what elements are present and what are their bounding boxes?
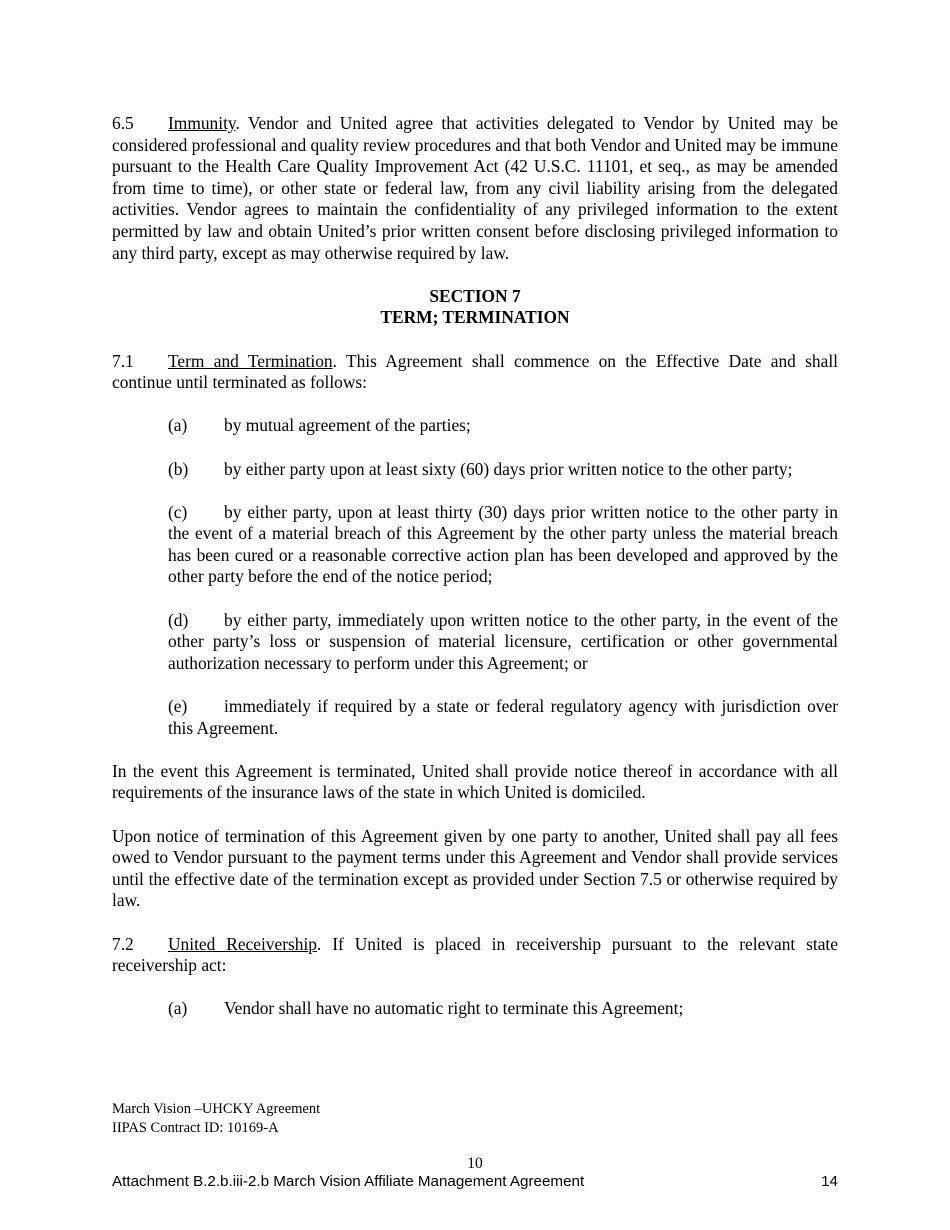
list-item-text: by either party, upon at least thirty (30) days prior written notice to the other party in the event of a material breach of this Agreement by the other party unless the material breach has been cured or a reasonable corrective action plan has been developed and approved by the other party before the end of the notice period; xyxy=(168,501,838,587)
section-text: . If United is placed in receivership pursuant to the relevant state receivership act: xyxy=(112,933,838,976)
list-item-text: by either party upon at least sixty (60) days prior written notice to the other party; xyxy=(224,458,793,479)
attachment-footer xyxy=(112,1173,838,1190)
section-text: . Vendor and United agree that activities delegated to Vendor by United may be considered professional and quality review procedures and that both Vendor and United may be immune pursuant to the Health Care Quality Improvement Act (42 U.S.C. 11101, et seq., as may be amended from time to time), or other state or federal law, from any civil liability arising from the delegated activities. Vendor agrees to maintain the confidentiality of any privileged information to the extent permitted by law and obtain United’s prior written consent before disclosing privileged information to any third party, except as may otherwise required by law. xyxy=(112,113,839,263)
termination-notice-paragraph: In the event this Agreement is terminated, United shall provide notice thereof in accordance with all requirements of the insurance laws of the state in which United is domiciled. xyxy=(112,760,838,803)
list-item xyxy=(168,415,838,437)
list-item-text: by mutual agreement of the parties; xyxy=(224,415,471,436)
section-text: . This Agreement shall commence on the Effective Date and shall continue until terminated as follows: xyxy=(112,350,839,393)
list-item-label: (d) xyxy=(168,609,189,630)
attachment-page-number: 14 xyxy=(821,1173,838,1190)
list-item-label: (a) xyxy=(168,415,188,436)
list-item xyxy=(168,998,838,1020)
list-item-label: (a) xyxy=(168,998,188,1019)
section-title: United Receivership xyxy=(168,933,317,954)
termination-fees-paragraph: Upon notice of termination of this Agreement given by one party to another, United shall pay all fees owed to Vendor pursuant to the payment terms under this Agreement and Vendor shall provide services until the effective date of the termination except as provided under Section 7.5 or otherwise required by law. xyxy=(112,825,838,911)
list-item xyxy=(168,610,838,675)
list-item-text: Vendor shall have no automatic right to terminate this Agreement; xyxy=(224,998,684,1019)
section-heading-line-2: TERM; TERMINATION xyxy=(380,307,570,328)
section-6-5-paragraph xyxy=(112,113,838,264)
list-item xyxy=(168,502,838,588)
section-title: Term and Termination xyxy=(168,350,333,371)
list-item xyxy=(168,696,838,739)
section-7-2-paragraph xyxy=(112,934,838,977)
list-item-text: immediately if required by a state or federal regulatory agency with jurisdiction over this Agreement. xyxy=(168,696,838,738)
section-heading-line-1: SECTION 7 xyxy=(429,285,521,306)
list-item-text: by either party, immediately upon written notice to the other party, in the event of the other party’s loss or suspension of material licensure, certification or other governmental authorization necessary to perform under this Agreement; or xyxy=(168,609,838,673)
list-item-label: (b) xyxy=(168,458,189,479)
footer-agreement-name: March Vision –UHCKY Agreement xyxy=(112,1101,321,1117)
list-item xyxy=(168,459,838,481)
list-item-label: (c) xyxy=(168,501,188,522)
section-7-1-paragraph xyxy=(112,351,838,394)
document-footer xyxy=(112,1100,320,1137)
section-number: 7.2 xyxy=(112,933,134,954)
list-item-label: (e) xyxy=(168,696,188,717)
document-body xyxy=(112,113,838,1042)
section-7-heading xyxy=(112,286,838,329)
section-number: 6.5 xyxy=(112,113,134,133)
section-title: Immunity xyxy=(168,113,236,133)
page-number: 10 xyxy=(467,1155,483,1172)
attachment-title: Attachment B.2.b.iii-2.b March Vision Affiliate Management Agreement xyxy=(112,1173,585,1190)
footer-contract-id: IIPAS Contract ID: 10169-A xyxy=(112,1119,279,1136)
section-number: 7.1 xyxy=(112,350,134,371)
